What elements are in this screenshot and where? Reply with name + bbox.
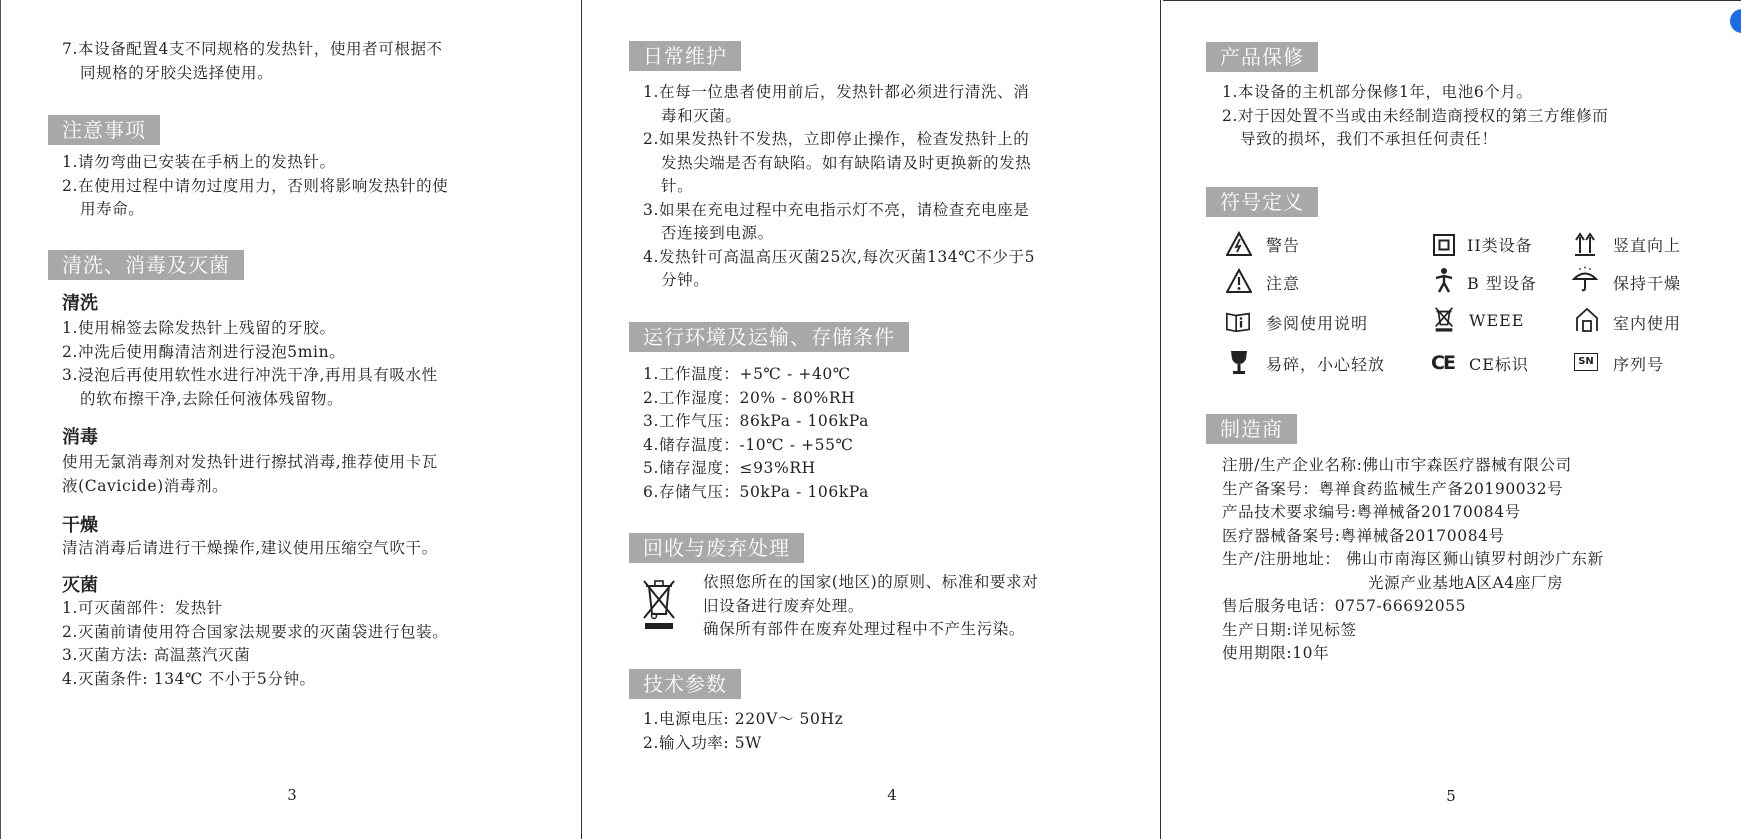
list-item: 的软布擦干净,去除任何液体残留物。 bbox=[80, 389, 344, 408]
disinfect-text bbox=[62, 451, 438, 498]
warranty-header: 产品保修 bbox=[1206, 42, 1318, 72]
ce-icon: CE bbox=[1431, 352, 1454, 374]
keep-dry-icon bbox=[1572, 266, 1598, 292]
list-item: 4.发热针可高温高压灭菌25次,每次灭菌134℃不少于5 bbox=[643, 247, 1036, 266]
warranty-list bbox=[1222, 81, 1608, 152]
weee-icon bbox=[1431, 306, 1457, 332]
info-line: 注册/生产企业名称:佛山市宇森医疗器械有限公司 bbox=[1222, 456, 1572, 474]
symbol-label: B 型设备 bbox=[1467, 274, 1537, 293]
symbol-label: 室内使用 bbox=[1613, 314, 1682, 333]
symbol-label: 参阅使用说明 bbox=[1266, 314, 1369, 333]
text-line: 液(Cavicide)消毒剂。 bbox=[62, 476, 229, 495]
list-item: 3.工作气压：86kPa - 106kPa bbox=[643, 412, 870, 430]
info-line: 医疗器械备案号:粤禅械备20170084号 bbox=[1222, 526, 1505, 545]
dry-text bbox=[62, 537, 438, 561]
list-item: 导致的损坏，我们不承担任何责任！ bbox=[1240, 130, 1498, 148]
list-item: 1.电源电压: 220V～ 50Hz bbox=[643, 710, 844, 728]
info-line: 生产日期:详见标签 bbox=[1222, 620, 1357, 639]
info-line: 生产备案号：粤禅食药监械生产备20190032号 bbox=[1222, 479, 1564, 498]
symbol-label: 序列号 bbox=[1613, 355, 1665, 374]
list-item: 1.工作温度：+5℃ - +40℃ bbox=[643, 365, 851, 383]
list-item: 1.使用棉签去除发热针上残留的牙胶。 bbox=[62, 319, 336, 337]
info-line: 售后服务电话：0757-66692055 bbox=[1222, 597, 1467, 615]
caution-icon bbox=[1226, 268, 1252, 294]
symbol-label: 竖直向上 bbox=[1613, 236, 1682, 255]
item-7-line-2: 同规格的牙胶尖选择使用。 bbox=[80, 63, 274, 82]
info-line: 生产/注册地址： 佛山市南海区狮山镇罗村朗沙广东新 bbox=[1222, 550, 1604, 568]
dry-subtitle: 干燥 bbox=[62, 515, 98, 536]
manual-icon bbox=[1225, 309, 1251, 335]
info-line: 产品技术要求编号:粤禅械备20170084号 bbox=[1222, 503, 1521, 521]
list-item: 否连接到电源。 bbox=[661, 224, 774, 242]
tech-header: 技术参数 bbox=[629, 669, 741, 699]
cleaning-header: 清洗、消毒及灭菌 bbox=[48, 250, 244, 280]
cleaning-subtitle: 清洗 bbox=[62, 293, 98, 314]
symbol-label: 易碎，小心轻放 bbox=[1266, 355, 1386, 374]
list-item: 2.冲洗后使用酶清洁剂进行浸泡5min。 bbox=[62, 342, 346, 361]
list-item: 分钟。 bbox=[661, 271, 710, 289]
page-number: 3 bbox=[287, 786, 297, 804]
list-item: 3.灭菌方法: 高温蒸汽灭菌 bbox=[62, 646, 251, 664]
info-line: 使用期限:10年 bbox=[1222, 644, 1330, 662]
item-7-line-1: 7.本设备配置4支不同规格的发热针，使用者可根据不 bbox=[62, 40, 443, 58]
list-item: 3.浸泡后再使用软性水进行冲洗干净,再用具有吸水性 bbox=[62, 366, 438, 384]
type-b-icon bbox=[1431, 267, 1457, 293]
weee-bin-icon bbox=[641, 578, 677, 632]
info-line: 光源产业基地A区A4座厂房 bbox=[1368, 573, 1564, 592]
text-line: 确保所有部件在废弃处理过程中不产生污染。 bbox=[703, 620, 1026, 638]
list-item: 2.输入功率: 5W bbox=[643, 733, 762, 752]
manufacturer-header: 制造商 bbox=[1206, 414, 1297, 444]
sn-icon: SN bbox=[1574, 353, 1598, 371]
list-item: 2.工作湿度：20% - 80%RH bbox=[643, 388, 856, 407]
maintenance-header: 日常维护 bbox=[629, 41, 741, 71]
list-item: 2.在使用过程中请勿过度用力，否则将影响发热针的使 bbox=[62, 176, 449, 195]
page-4 bbox=[581, 0, 1161, 839]
list-item: 4.灭菌条件: 134℃ 不小于5分钟。 bbox=[62, 669, 316, 688]
symbol-label: WEEE bbox=[1469, 311, 1525, 330]
list-item: 1.在每一位患者使用前后，发热针都必须进行清洗、消 bbox=[643, 83, 1030, 101]
indoor-icon bbox=[1574, 307, 1600, 333]
tech-list bbox=[643, 708, 843, 755]
symbols-header: 符号定义 bbox=[1206, 187, 1318, 217]
text-line: 旧设备进行废弃处理。 bbox=[703, 596, 865, 615]
fragile-icon bbox=[1226, 349, 1252, 375]
symbol-label: CE标识 bbox=[1469, 355, 1529, 374]
disposal-text bbox=[703, 571, 1038, 642]
list-item: 5.储存湿度：≤93%RH bbox=[643, 459, 816, 477]
warning-electric-icon bbox=[1226, 231, 1252, 257]
page-5 bbox=[1163, 0, 1741, 839]
list-item: 2.如果发热针不发热，立即停止操作，检查发热针上的 bbox=[643, 130, 1030, 148]
list-item: 2.灭菌前请使用符合国家法规要求的灭菌袋进行包装。 bbox=[62, 622, 449, 641]
list-item: 2.对于因处置不当或由未经制造商授权的第三方维修而 bbox=[1222, 106, 1609, 125]
text-line: 使用无氯消毒剂对发热针进行擦拭消毒,推荐使用卡瓦 bbox=[62, 453, 438, 471]
list-item: 6.存储气压：50kPa - 106kPa bbox=[643, 482, 870, 501]
sterilize-subtitle: 灭菌 bbox=[62, 575, 98, 596]
precautions-header: 注意事项 bbox=[48, 115, 160, 145]
text-line: 依照您所在的国家(地区)的原则、标准和要求对 bbox=[703, 573, 1039, 591]
page-number: 4 bbox=[887, 786, 897, 804]
list-item: 发热尖端是否有缺陷。如有缺陷请及时更换新的发热 bbox=[661, 153, 1032, 172]
list-item: 1.请勿弯曲已安装在手柄上的发热针。 bbox=[62, 153, 336, 171]
symbol-label: 警告 bbox=[1266, 236, 1301, 255]
disposal-header: 回收与废弃处理 bbox=[629, 533, 804, 563]
environment-list bbox=[643, 363, 869, 504]
list-item: 3.如果在充电过程中充电指示灯不亮，请检查充电座是 bbox=[643, 200, 1030, 219]
list-item: 针。 bbox=[661, 177, 694, 195]
list-item: 1.本设备的主机部分保修1年，电池6个月。 bbox=[1222, 83, 1533, 101]
list-item: 4.储存温度：-10℃ - +55℃ bbox=[643, 435, 854, 454]
class-ii-icon bbox=[1431, 232, 1457, 258]
this-way-up-icon bbox=[1572, 231, 1598, 257]
manufacturer-info bbox=[1222, 454, 1604, 666]
page-3 bbox=[0, 0, 580, 839]
text-line: 清洁消毒后请进行干燥操作,建议使用压缩空气吹干。 bbox=[62, 539, 438, 557]
precautions-list bbox=[62, 151, 448, 222]
list-item: 用寿命。 bbox=[80, 200, 145, 218]
list-item: 毒和灭菌。 bbox=[661, 106, 742, 125]
page-number: 5 bbox=[1446, 787, 1456, 805]
environment-header: 运行环境及运输、存储条件 bbox=[629, 322, 909, 352]
maintenance-list bbox=[643, 81, 1035, 293]
sterilize-list bbox=[62, 597, 448, 691]
symbol-label: 注意 bbox=[1266, 274, 1301, 293]
cleaning-list bbox=[62, 317, 438, 411]
disinfect-subtitle: 消毒 bbox=[62, 427, 98, 448]
list-item: 1.可灭菌部件：发热针 bbox=[62, 599, 223, 617]
corner-badge-icon[interactable] bbox=[1730, 9, 1741, 33]
item-7 bbox=[62, 38, 443, 85]
symbol-label: 保持干燥 bbox=[1613, 274, 1682, 293]
symbol-label: II类设备 bbox=[1467, 236, 1533, 255]
